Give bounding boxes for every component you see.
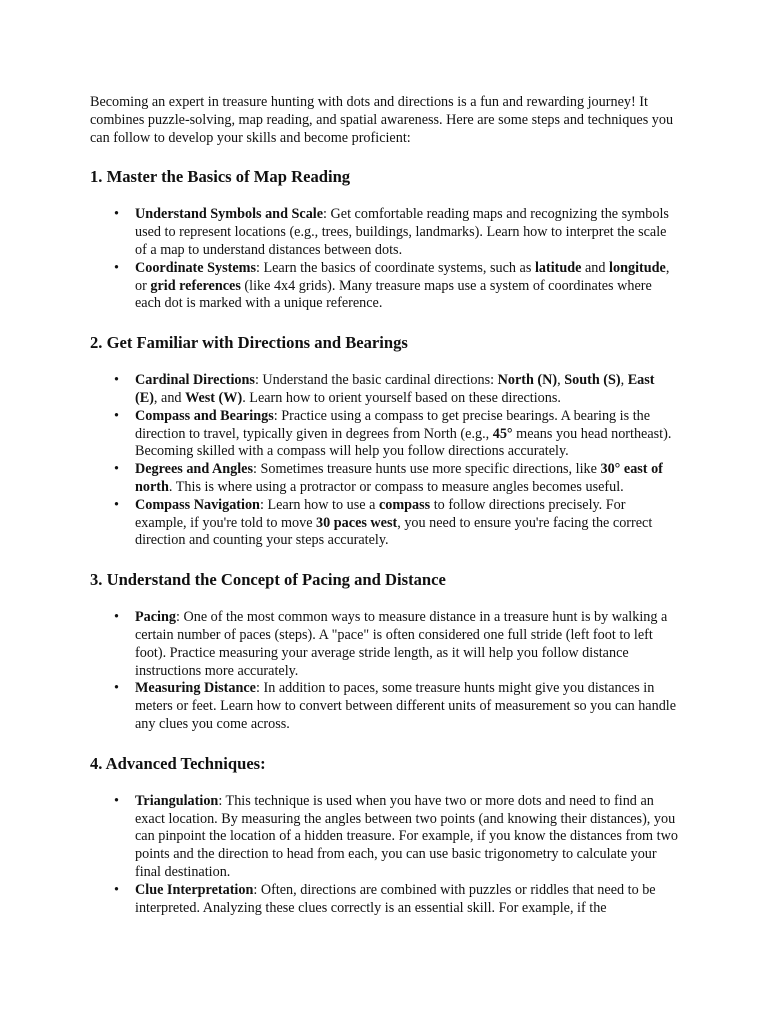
section-heading: 2. Get Familiar with Directions and Bearings [90,333,408,353]
list-item [135,372,680,408]
bold-term: Triangulation [135,792,219,809]
bold-term: grid references [150,277,241,294]
item-text: (like 4x4 grids). Many treasure maps use a system of coordinates where each dot is marked with a unique reference. [135,277,652,312]
section-heading: 1. Master the Basics of Map Reading [90,167,351,187]
bold-term: East (E) [135,372,655,406]
item-text: : Learn how to use a [259,496,379,513]
bold-term: longitude [609,259,666,276]
bullet-list [90,793,680,918]
item-text: , you need to ensure you're facing the correct direction and counting your steps accurately. [135,514,653,549]
item-text: : Understand the basic cardinal directions: [254,372,498,389]
bold-term: South (S) [564,372,621,389]
list-item [135,206,680,259]
bold-term: Degrees and Angles [135,461,253,478]
bold-term: North (N) [497,372,558,389]
item-text: , [620,372,628,389]
bold-term: Understand Symbols and Scale [135,206,324,223]
item-text: : Learn the basics of coordinate systems, such as [255,259,535,276]
bullet-list [90,372,680,550]
item-text: : This technique is used when you have two or more dots and need to find an exact location. By measuring the angles between two points (and knowing their distances), you can pinpoint the location of a hidden treasure. For example, if you know the distances from two points and the direction to head from each, you can use basic trigonometry to calculate your final destination. [135,792,678,880]
bold-term: Compass and Bearings [135,407,274,424]
bullet-list [90,609,680,734]
list-item [135,882,680,918]
item-text: : Often, directions are combined with puzzles or riddles that need to be interpreted. Analyzing these clues correctly is an essential skill. For example, if the [135,881,656,916]
section-heading: 4. Advanced Techniques: [90,753,266,773]
list-item [135,497,680,550]
bullet-list [90,206,680,313]
bold-term: 45° [492,425,513,442]
list-item [135,408,680,461]
item-text: and [581,259,610,276]
bold-term: 30 paces west [316,514,398,531]
list-item [135,680,680,733]
bold-term: Measuring Distance [135,680,256,697]
list-item [135,609,680,680]
bold-term: Compass Navigation [135,496,260,513]
item-text: , [557,372,565,389]
bold-term: Pacing [135,609,176,626]
item-text: : One of the most common ways to measure distance in a treasure hunt is by walking a certain number of paces (steps). A "pace" is often considered one full stride (left foot to left foot). Practice measuring your average stride length, as it will help you follow distance instructions more accurately. [135,609,668,679]
bold-term: West (W) [185,389,243,406]
bold-term: latitude [534,259,582,276]
bold-term: Cardinal Directions [135,372,255,389]
item-text: : In addition to paces, some treasure hunts might give you distances in meters or feet. Learn how to convert between different units of measurement so you can handle any clues you come across. [135,680,677,732]
list-item [135,461,680,497]
item-text: : Practice using a compass to get precise bearings. A bearing is the direction to travel, typically given in degrees from North (e.g., [135,407,651,442]
item-text: . Learn how to orient yourself based on these directions. [242,389,561,406]
item-text: . This is where using a protractor or compass to measure angles becomes useful. [168,478,624,495]
bold-term: 30° east of north [135,461,663,495]
bold-term: compass [378,496,431,513]
list-item [135,793,680,882]
sections-container [90,167,680,917]
document-body [90,94,680,937]
item-text: to follow directions precisely. For example, if you're told to move [135,496,626,531]
bold-term: Clue Interpretation [135,881,254,898]
item-text: means you head northeast). Becoming skilled with a compass will help you follow directions accurately. [135,425,672,460]
list-item [135,260,680,313]
intro-paragraph: Becoming an expert in treasure hunting with dots and directions is a fun and rewarding journey! It combines puzzle-solving, map reading, and spatial awareness. Here are some steps and techniques you can follow to develop your skills and become proficient: [90,94,674,146]
item-text: : Get comfortable reading maps and recognizing the symbols used to represent locations (e.g., trees, buildings, landmarks). Learn how to interpret the scale of a map to understand distances between dots. [135,206,669,258]
section-heading: 3. Understand the Concept of Pacing and Distance [90,570,446,590]
item-text: , or [135,259,670,294]
item-text: : Sometimes treasure hunts use more specific directions, like [252,461,601,478]
item-text: , and [153,389,186,406]
bold-term: Coordinate Systems [135,259,256,276]
